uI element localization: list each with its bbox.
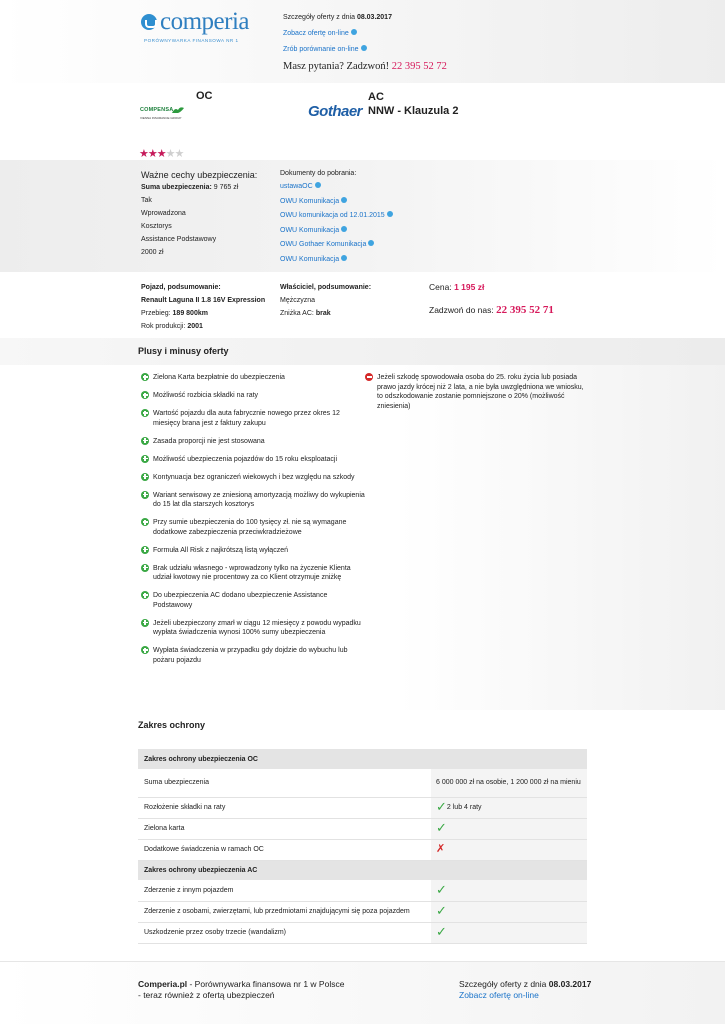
info-icon bbox=[351, 29, 357, 35]
pro-item: Kontynuacja bez ograniczeń wiekowych i bez względu na szkody bbox=[141, 473, 366, 483]
document-link[interactable]: OWU Komunikacja bbox=[280, 197, 340, 205]
owner-discount: Zniżka AC: brak bbox=[280, 310, 331, 317]
compensa-logo: COMPENSA VIENNA INSURANCE GROUP bbox=[140, 106, 186, 122]
feature-item: Assistance Podstawowy bbox=[141, 236, 217, 243]
check-icon: ✓ bbox=[436, 799, 447, 815]
ac-section-header: Zakres ochrony ubezpieczenia AC bbox=[138, 860, 587, 880]
plus-icon bbox=[141, 473, 149, 481]
owner-summary bbox=[280, 284, 371, 323]
info-icon bbox=[387, 211, 393, 217]
ac-header bbox=[368, 90, 458, 118]
price: Cena: 1 195 zł bbox=[429, 282, 485, 292]
header-phone-line: Masz pytania? Zadzwoń! 22 395 52 72 bbox=[283, 61, 447, 72]
table-row: Dodatkowe świadczenia w ramach OC ✗ bbox=[138, 839, 587, 860]
document-link[interactable]: ustawaOC bbox=[280, 183, 313, 190]
document-link[interactable]: OWU Gothaer Komunikacja bbox=[280, 241, 367, 248]
info-icon bbox=[341, 197, 347, 203]
gothaer-logo: Gothaer bbox=[308, 103, 363, 120]
comperia-logo-icon bbox=[141, 14, 157, 30]
header-links bbox=[283, 14, 392, 62]
oc-section-header: Zakres ochrony ubezpieczenia OC bbox=[138, 749, 587, 769]
rating-stars bbox=[139, 147, 183, 160]
pro-item: Możliwość ubezpieczenia pojazdów do 15 roku eksploatacji bbox=[141, 455, 366, 465]
plus-icon bbox=[141, 619, 149, 627]
plus-icon bbox=[141, 546, 149, 554]
plus-icon bbox=[141, 373, 149, 381]
plus-icon bbox=[141, 564, 149, 572]
vehicle-mileage: Przebieg: 189 800km bbox=[141, 310, 208, 317]
offer-date-line: Szczegóły oferty z dnia 08.03.2017 bbox=[283, 14, 392, 21]
footer-tagline: Comperia.pl - Porównywarka finansowa nr 1 w Polsce - teraz również z ofertą ubezpieczeń bbox=[138, 979, 345, 1000]
minus-icon bbox=[365, 373, 373, 381]
see-offer-link[interactable]: Zobacz ofertę on-line bbox=[283, 30, 349, 37]
info-icon bbox=[368, 240, 374, 246]
footer-band bbox=[0, 961, 725, 1024]
table-row: Zielona karta ✓ bbox=[138, 818, 587, 839]
pro-item: Jeżeli ubezpieczony zmarł w ciągu 12 miesięcy z powodu wypadku wypłata świadczenia wynosi 100% sumy ubezpieczenia bbox=[141, 619, 366, 638]
info-icon bbox=[341, 255, 347, 261]
cross-icon: ✗ bbox=[436, 843, 446, 856]
coverage-title: Zakres ochrony bbox=[138, 720, 206, 730]
compensa-leaf-icon bbox=[171, 106, 185, 114]
star-icon: ★ bbox=[147, 148, 157, 160]
pro-item: Brak udziału własnego - wprowadzony tylko na życzenie Klienta udział kwotowy nie procentowy za co Klient otrzymuje zniżkę bbox=[141, 564, 366, 583]
table-row: Uszkodzenie przez osoby trzecie (wandalizm) ✓ bbox=[138, 922, 587, 943]
features-title: Ważne cechy ubezpieczenia: bbox=[141, 170, 258, 180]
pro-item: Wartość pojazdu dla auta fabrycznie nowego przez okres 12 miesięcy brana jest z faktury zakupu bbox=[141, 409, 366, 428]
table-row: Suma ubezpieczenia 6 000 000 zł na osobie, 1 200 000 zł na mieniu bbox=[138, 769, 587, 797]
table-row: Zderzenie z osobami, zwierzętami, lub przedmiotami znajdującymi się poza pojazdem ✓ bbox=[138, 901, 587, 922]
pro-item: Formuła All Risk z najkrótszą listą wyłączeń bbox=[141, 546, 366, 556]
plus-icon bbox=[141, 646, 149, 654]
document-link[interactable]: OWU Komunikacja bbox=[280, 255, 340, 263]
owner-gender: Mężczyzna bbox=[280, 297, 316, 304]
comperia-logo[interactable] bbox=[141, 10, 256, 46]
vehicle-year: Rok produkcji: 2001 bbox=[141, 323, 203, 330]
plus-icon bbox=[141, 391, 149, 399]
info-icon bbox=[315, 182, 321, 188]
check-icon: ✓ bbox=[436, 882, 447, 898]
documents-title: Dokumenty do pobrania: bbox=[280, 170, 357, 177]
document-link[interactable]: OWU komunikacja od 12.01.2015 bbox=[280, 212, 385, 219]
check-icon: ✓ bbox=[436, 820, 447, 836]
pros-cons-title: Plusy i minusy oferty bbox=[138, 346, 229, 356]
check-icon: ✓ bbox=[436, 903, 447, 919]
pro-item: Do ubezpieczenia AC dodano ubezpieczenie Assistance Podstawowy bbox=[141, 591, 366, 610]
plus-icon bbox=[141, 437, 149, 445]
plus-icon bbox=[141, 455, 149, 463]
oc-label: OC bbox=[196, 90, 213, 102]
table-row: Rozłożenie składki na raty ✓2 lub 4 raty bbox=[138, 797, 587, 818]
pro-item: Zielona Karta bezpłatnie do ubezpieczenia bbox=[141, 373, 366, 383]
logo-subtitle: PORÓWNYWARKA FINANSOWA NR 1 bbox=[144, 38, 239, 43]
star-icon: ★ bbox=[139, 148, 148, 160]
feature-item: Kosztorys bbox=[141, 223, 172, 230]
pro-item: Zasada proporcji nie jest stosowana bbox=[141, 437, 366, 447]
feature-sum: Suma ubezpieczenia: 9 765 zł bbox=[141, 184, 239, 191]
star-empty-icon: ★ bbox=[174, 148, 184, 160]
footer-brand: Comperia.pl bbox=[138, 979, 188, 989]
call-us: Zadzwoń do nas: 22 395 52 71 bbox=[429, 304, 554, 316]
pros-cons-header-band bbox=[0, 338, 725, 365]
vehicle-model: Renault Laguna II 1.8 16V Expression bbox=[141, 297, 266, 304]
plus-icon bbox=[141, 491, 149, 499]
star-icon: ★ bbox=[156, 148, 166, 160]
pros-list bbox=[141, 373, 366, 674]
features-list bbox=[141, 184, 238, 262]
ac-label: AC bbox=[368, 91, 384, 103]
vehicle-summary bbox=[141, 284, 265, 336]
footer-see-offer-link[interactable]: Zobacz ofertę on-line bbox=[459, 990, 539, 1000]
compare-link[interactable]: Zrób porównanie on-line bbox=[283, 46, 359, 53]
documents-list bbox=[280, 183, 393, 270]
pro-item: Możliwość rozbicia składki na raty bbox=[141, 391, 366, 401]
check-icon: ✓ bbox=[436, 924, 447, 940]
offer-date: 08.03.2017 bbox=[356, 14, 392, 21]
call-phone[interactable]: 22 395 52 71 bbox=[496, 304, 554, 316]
table-row: Zderzenie z innym pojazdem ✓ bbox=[138, 880, 587, 901]
header-phone[interactable]: 22 395 52 72 bbox=[391, 61, 447, 72]
plus-icon bbox=[141, 591, 149, 599]
feature-item: Wprowadzona bbox=[141, 210, 186, 217]
document-link[interactable]: OWU Komunikacja bbox=[280, 226, 340, 234]
price-value: 1 195 zł bbox=[454, 282, 485, 292]
vehicle-title: Pojazd, podsumowanie: bbox=[141, 284, 221, 291]
ac-product: NNW - Klauzula 2 bbox=[368, 105, 459, 117]
feature-item: 2000 zł bbox=[141, 249, 164, 256]
info-icon bbox=[341, 226, 347, 232]
feature-item: Tak bbox=[141, 197, 152, 204]
owner-title: Właściciel, podsumowanie: bbox=[280, 284, 372, 291]
star-empty-icon: ★ bbox=[165, 148, 175, 160]
logo-text: comperia bbox=[160, 8, 250, 35]
con-item: Jeżeli szkodę spowodowała osoba do 25. roku życia lub posiada prawo jazdy krócej niż 2 lata, a nie była uwzględniona we wniosku, to odszkodowanie zostanie pomniejszone o 20% (możliwość zniesienia) bbox=[365, 373, 590, 411]
plus-icon bbox=[141, 409, 149, 417]
plus-icon bbox=[141, 518, 149, 526]
pro-item: Przy sumie ubezpieczenia do 100 tysięcy zł. nie są wymagane dodatkowe zabezpieczenia przeciwkradzieżowe bbox=[141, 518, 366, 537]
coverage-table bbox=[138, 749, 587, 944]
footer-offer: Szczegóły oferty z dnia 08.03.2017 Zobacz ofertę on-line bbox=[459, 979, 592, 1000]
cons-list bbox=[365, 373, 590, 411]
pro-item: Wariant serwisowy ze zniesioną amortyzacją możliwy do wykupienia do 15 lat dla starszych kosztorys bbox=[141, 491, 366, 510]
info-icon bbox=[361, 45, 367, 51]
pro-item: Wypłata świadczenia w przypadku gdy dojdzie do wybuchu lub pożaru pojazdu bbox=[141, 646, 366, 665]
